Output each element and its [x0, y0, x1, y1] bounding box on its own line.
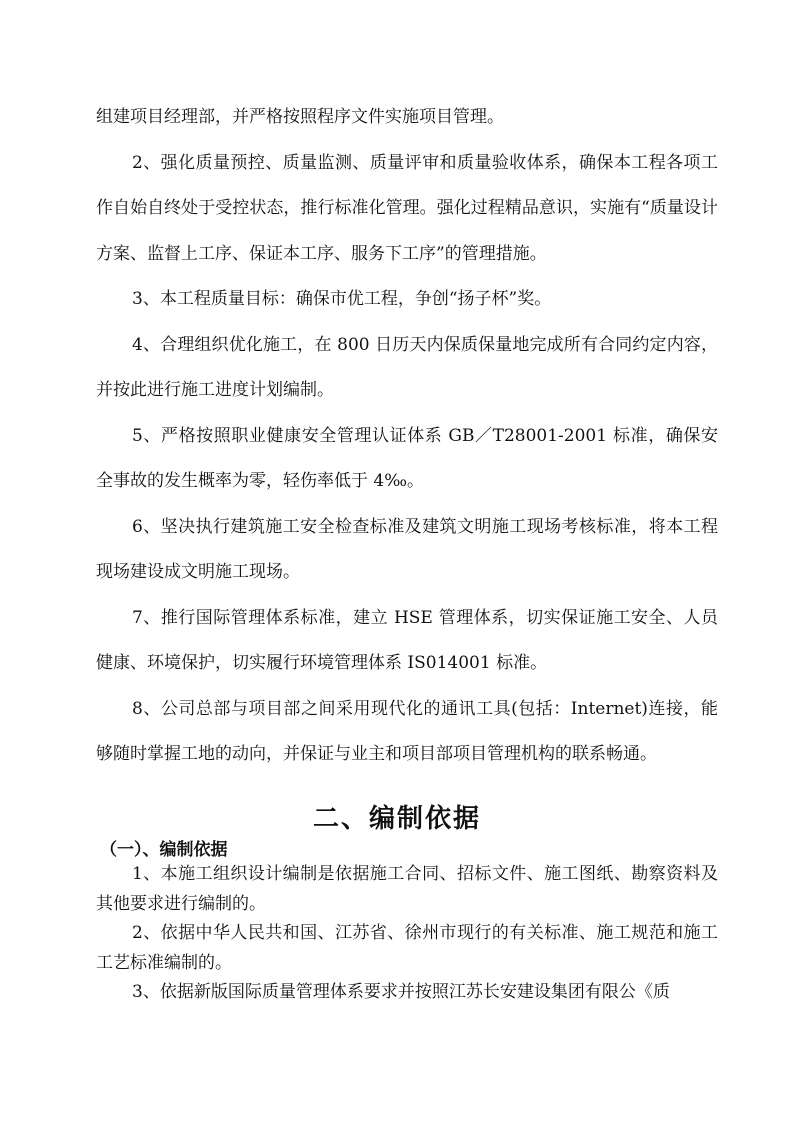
section-2-body — [96, 860, 718, 1008]
paragraph: 2、强化质量预控、质量监测、质量评审和质量验收体系，确保本工程各项工作自始自终处于受控状态，推行标准化管理。强化过程精品意识，实施有“质量设计方案、监督上工序、保证本工序、服务下工序”的管理措施。 — [96, 152, 718, 264]
section-heading: 二、编制依据 — [312, 804, 481, 834]
paragraph: 5、严格按照职业健康安全管理认证体系 GB／T28001-2001 标准，确保安全事故的发生概率为零，轻伤率低于 4‰。 — [96, 425, 718, 491]
section-1-body — [96, 95, 718, 778]
paragraph: 8、公司总部与项目部之间采用现代化的通讯工具(包括：Internet)连接，能够随时掌握工地的动向，并保证与业主和项目部项目管理机构的联系畅通。 — [96, 698, 718, 764]
paragraph: 4、合理组织优化施工，在 800 日历天内保质保量地完成所有合同约定内容，并按此进行施工进度计划编制。 — [96, 334, 718, 400]
paragraph: 7、推行国际管理体系标准，建立 HSE 管理体系，切实保证施工安全、人员健康、环境保护，切实履行环境管理体系 IS014001 标准。 — [96, 607, 718, 673]
paragraph: 3、本工程质量目标：确保市优工程，争创“扬子杯”奖。 — [132, 289, 552, 309]
paragraph: 2、依据中华人民共和国、江苏省、徐州市现行的有关标准、施工规范和施工工艺标准编制的。 — [96, 923, 718, 973]
paragraph: 组建项目经理部，并严格按照程序文件实施项目管理。 — [96, 107, 504, 127]
paragraph: 6、坚决执行建筑施工安全检查标准及建筑文明施工现场考核标准，将本工程现场建设成文明施工现场。 — [96, 516, 718, 582]
subsection-heading: （一）、编制依据 — [100, 840, 228, 860]
paragraph: 1、本施工组织设计编制是依据施工合同、招标文件、施工图纸、勘察资料及其他要求进行编制的。 — [96, 864, 718, 914]
paragraph: 3、依据新版国际质量管理体系要求并按照江苏长安建设集团有限公《质 — [132, 982, 670, 1002]
